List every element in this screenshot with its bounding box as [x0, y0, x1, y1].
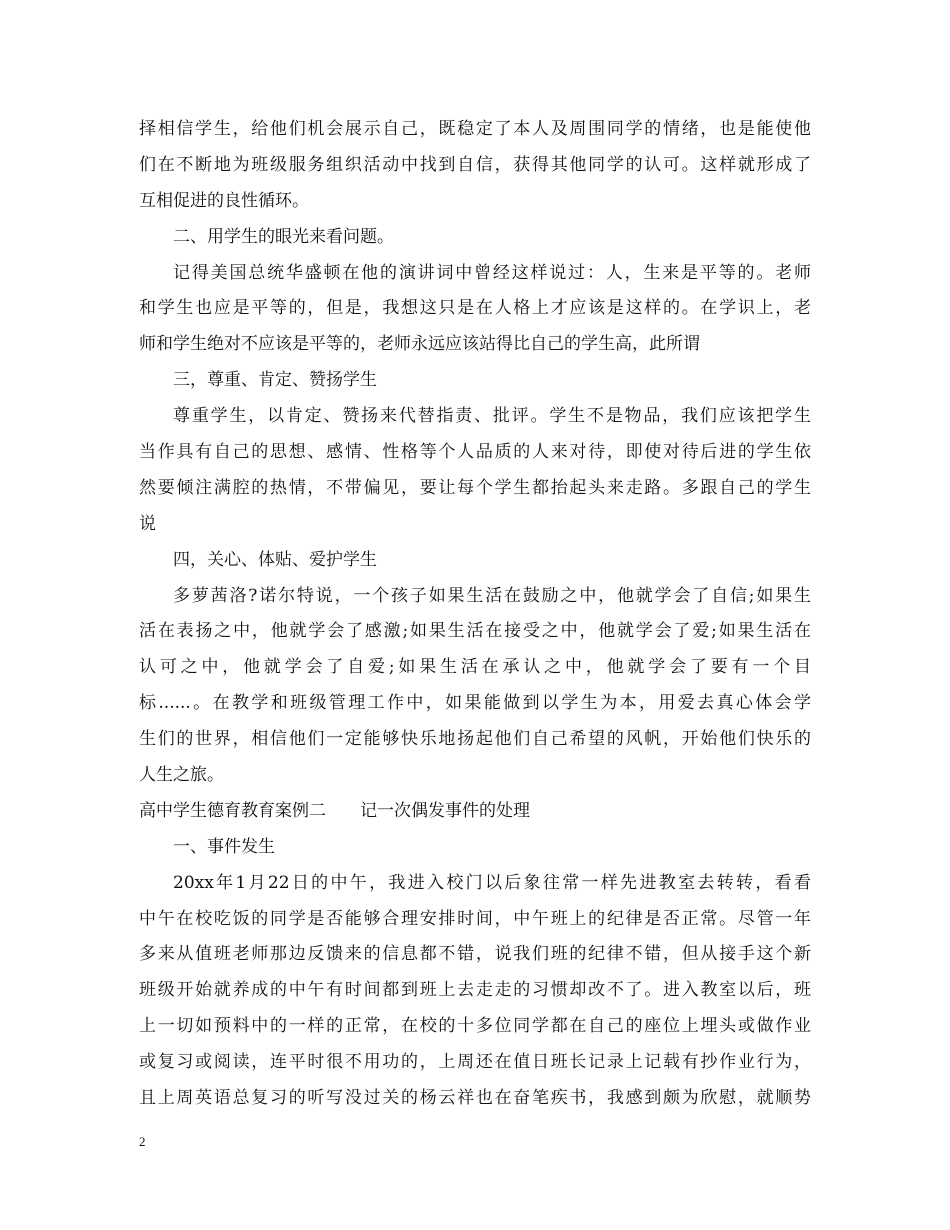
text-line: 中午在校吃饭的同学是否能够合理安排时间，中午班上的纪律是否正常。尽管一年	[139, 908, 811, 929]
text-line: 当作具有自己的思想、感情、性格等个人品质的人来对待，即使对待后进的学生依	[139, 442, 811, 463]
text-line: 且上周英语总复习的听写没过关的杨云祥也在奋笔疾书，我感到颇为欣慰，就顺势	[139, 1088, 811, 1109]
text-line: 活在表扬之中，他就学会了感激;如果生活在接受之中，他就学会了爱;如果生活在	[139, 621, 811, 642]
text-line: 多萝茜洛?诺尔特说，一个孩子如果生活在鼓励之中，他就学会了自信;如果生	[173, 585, 811, 606]
text-line: 一、事件发生	[173, 836, 275, 857]
text-line: 择相信学生，给他们机会展示自己，既稳定了本人及周围同学的情绪，也是能使他	[139, 119, 811, 139]
text-line: 说	[139, 513, 156, 534]
text-line: 和学生也应是平等的，但是，我想这只是在人格上才应该是这样的。在学识上，老	[139, 298, 811, 319]
text-line: 或复习或阅读，连平时很不用功的，上周还在值日班长记录上记载有抄作业行为，	[139, 1052, 811, 1073]
text-line: 标......。在教学和班级管理工作中，如果能做到以学生为本，用爱去真心体会学	[139, 693, 811, 714]
text-line: 生们的世界，相信他们一定能够快乐地扬起他们自己希望的风帆，开始他们快乐的	[139, 729, 811, 750]
text-line: 二、用学生的眼光来看问题。	[173, 226, 394, 247]
text-line: 高中学生德育教育案例二 记一次偶发事件的处理	[139, 800, 530, 821]
page-number: 2	[139, 1134, 146, 1149]
text-line: 四，关心、体贴、爱护学生	[173, 549, 377, 570]
text-line: 然要倾注满腔的热情，不带偏见，要让每个学生都抬起头来走路。多跟自己的学生	[139, 477, 811, 498]
text-line: 尊重学生，以肯定、赞扬来代替指责、批评。学生不是物品，我们应该把学生	[173, 406, 811, 427]
text-line: 多来从值班老师那边反馈来的信息都不错，说我们班的纪律不错，但从接手这个新	[139, 944, 811, 965]
text-line: 记得美国总统华盛顿在他的演讲词中曾经这样说过：人，生来是平等的。老师	[173, 262, 811, 283]
text-line: 们在不断地为班级服务组织活动中找到自信，获得其他同学的认可。这样就形成了	[139, 154, 811, 175]
text-line: 20xx年1月22日的中午，我进入校门以后象往常一样先进教室去转转，看看	[173, 872, 811, 893]
text-line: 互相促进的良性循环。	[139, 190, 309, 211]
document-body	[139, 112, 811, 1117]
text-line: 认可之中，他就学会了自爱;如果生活在承认之中，他就学会了要有一个目	[139, 657, 811, 678]
text-line: 人生之旅。	[139, 765, 224, 786]
text-line: 师和学生绝对不应该是平等的，老师永远应该站得比自己的学生高，此所谓	[139, 334, 700, 355]
text-line: 三，尊重、肯定、赞扬学生	[173, 370, 377, 391]
text-line: 上一切如预料中的一样的正常，在校的十多位同学都在自己的座位上埋头或做作业	[139, 1016, 811, 1037]
text-line: 班级开始就养成的中午有时间都到班上去走走的习惯却改不了。进入教室以后，班	[139, 980, 811, 1001]
